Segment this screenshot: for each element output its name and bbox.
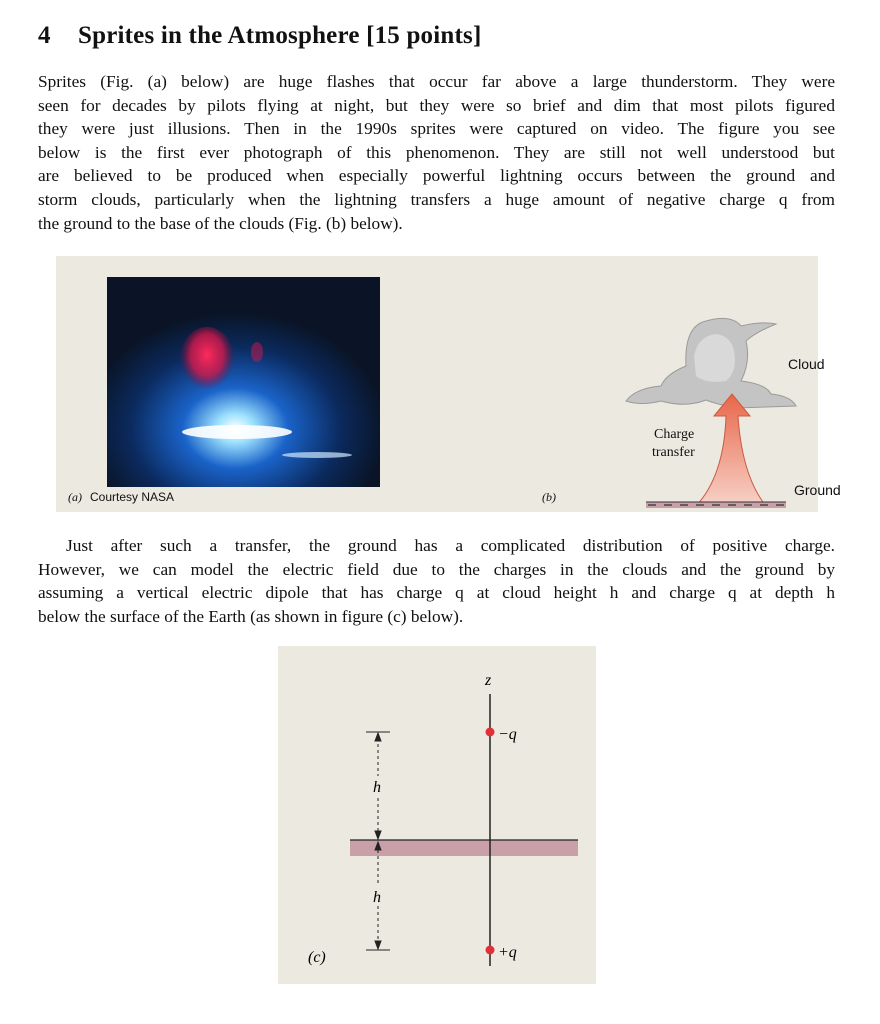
paragraph-line: below the surface of the Earth (as shown in figure (c) below). [38,606,464,626]
paragraph-line: the ground to the base of the clouds (Fig. (b) below). [38,213,403,233]
sprite-photo [107,277,380,487]
figure-b-label: (b) [542,490,556,504]
paragraph-line: assuming a vertical electric dipole that has charge q at cloud height h and charge q at depth h [38,583,835,603]
paragraph-line: below is the first ever photograph of this phenomenon. They are still not well understood but [38,142,835,162]
paragraph-line: Just after such a transfer, the ground has a complicated distribution of positive charge. [66,536,835,555]
charge-label: Charge [654,427,695,442]
cloud-icon [626,318,796,408]
paragraph-line: seen for decades by pilots flying at night, but they were so brief and dim that most pilots figured [38,95,835,115]
positive-charge-label: +q [498,944,517,961]
section-heading [38,22,481,50]
paragraph-line: storm clouds, particularly when the lightning transfers a huge amount of negative charge q from [38,189,835,209]
section-number: 4 [38,22,51,49]
figure-a-caption [68,490,174,505]
figure-c [278,646,596,984]
dipole-diagram [278,646,596,984]
lower-h-label: h [373,889,381,906]
paragraph-line: However, we can model the electric field due to the charges in the clouds and the ground by [38,559,835,579]
dipole-paragraph [38,534,835,628]
positive-charge [486,946,495,955]
paragraph-line: they were just illusions. Then in the 1990s sprites were captured on video. The figure you see [38,119,835,139]
cloud-label: Cloud [788,356,825,372]
negative-charge [486,728,495,737]
negative-charge-label: −q [498,726,517,743]
section-title: Sprites in the Atmosphere [15 points] [78,22,482,49]
ground-label: Ground [794,482,841,498]
figure-a-b [56,256,841,512]
photo-credit: Courtesy NASA [90,490,175,504]
figure-a-label: (a) [68,490,82,504]
figure-c-label: (c) [308,949,326,966]
z-axis-label: z [485,672,492,689]
intro-paragraph [38,70,835,235]
charge-transfer-arrow [696,394,766,506]
transfer-label: transfer [652,445,695,460]
ground-band [350,840,578,856]
paragraph-line: Sprites (Fig. (a) below) are huge flashes that occur far above a large thunderstorm. They were [38,72,835,91]
paragraph-line: are believed to be produced when especially powerful lightning occurs between the ground and [38,166,835,186]
upper-h-label: h [373,779,381,796]
charge-transfer-diagram [566,296,841,516]
